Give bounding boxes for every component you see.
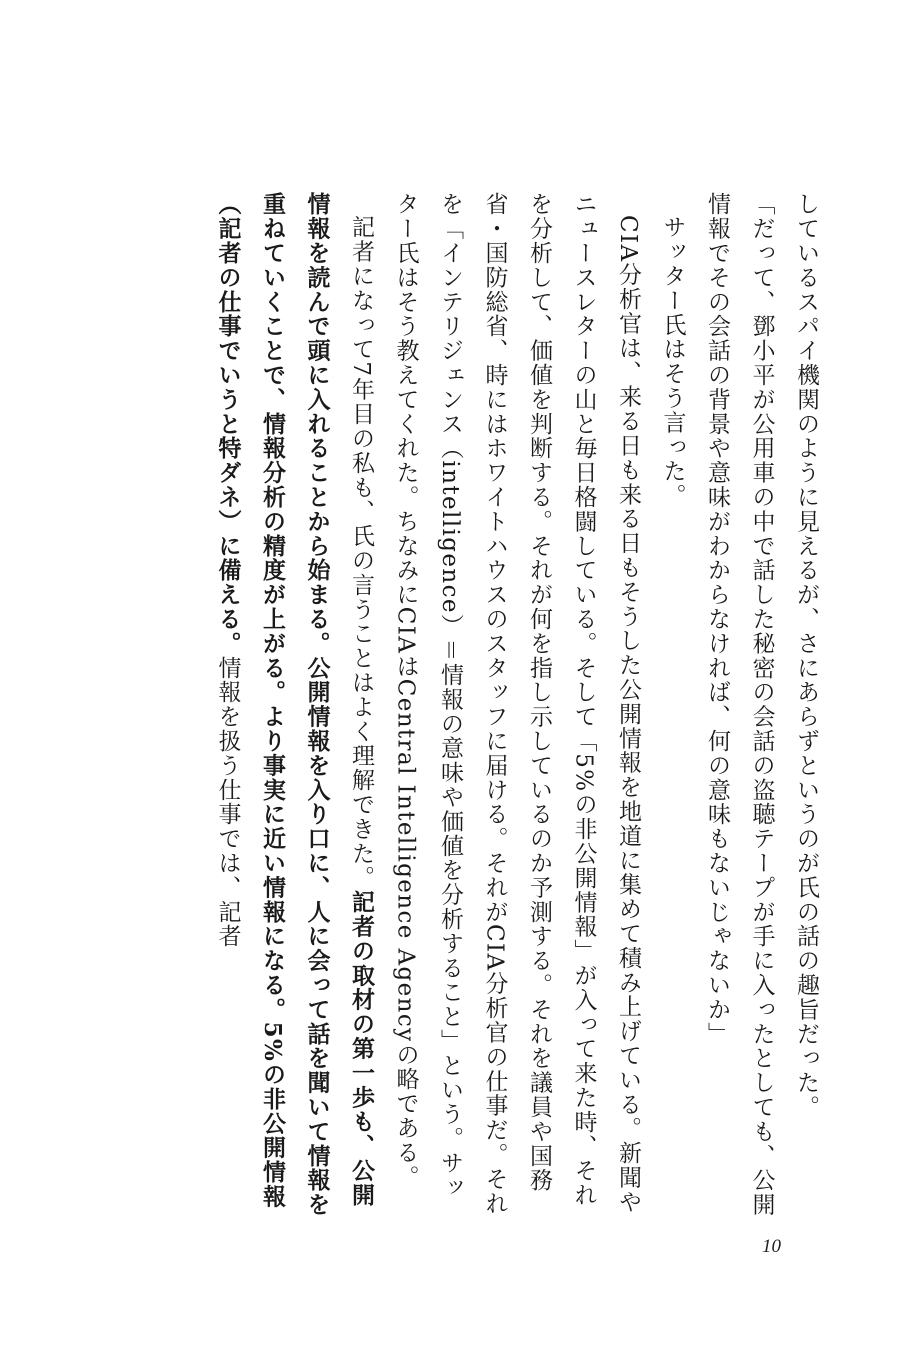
vertical-text-body: [178, 192, 828, 1222]
paragraph-3: サッター氏はそう言った。: [659, 215, 686, 508]
paragraph-5-plain-end: 情報を扱う仕事では、記者: [214, 655, 241, 949]
paragraph-2-quote: 「だって、鄧小平が公用車の中で話した秘密の会話の盗聴テープが手に入ったとしても、公開情報でその会話の背景や意味がわからなければ、何の意味もないじゃないか」: [704, 192, 775, 1217]
page-number: 10: [762, 1236, 781, 1257]
paragraph-1: しているスパイ機関のように見えるが、さにあらずというのが氏の話の趣旨だった。: [793, 192, 819, 1120]
paragraph-5-plain-start: 記者になって7年目の私も、氏の言うことはよく理解できた。: [348, 215, 374, 890]
paragraph-5-bold: 記者の取材の第一歩も、公開情報を読んで頭に入れることから始まる。公開情報を入り口に、人に会って話を聞いて情報を重ねていくことで、情報分析の精度が上がる。より事実に近い情報になる。5%の非公開情報（記者の仕事でいうと特ダネ）に備える。: [214, 192, 375, 1217]
paragraph-5: [205, 192, 383, 1222]
paragraph-4: CIA分析官は、来る日も来る日もそうした公開情報を地道に集めて積み上げている。新聞やニュースレターの山と毎日格闘している。そして「5%の非公開情報」が入って来た時、それを分析して、価値を判断する。それが何を指し示しているのか予測する。それを議員や国務省・国防総省、時にはホワイトハウスのスタッフに届ける。それがCIA分析官の仕事だ。それを「インテリジェンス（intelligence）＝情報の意味や価値を分析すること」という。サッター氏はそう教えてくれた。ちなみにCIAはCentral Intelligence Agencyの略である。: [392, 192, 641, 1216]
